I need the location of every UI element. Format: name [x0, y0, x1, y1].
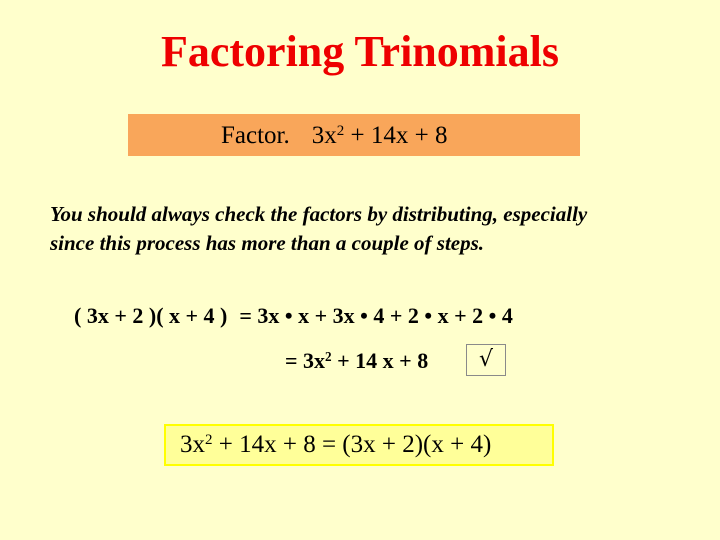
factored-product: ( 3x + 2 )( x + 4 )	[74, 303, 228, 328]
simplified-step	[285, 344, 428, 378]
factor-expression	[312, 122, 448, 149]
answer-exponent: 2	[205, 431, 213, 448]
answer-part: 3x	[180, 431, 205, 458]
answer-part: + 14x + 8 = (3x + 2)(x + 4)	[212, 431, 492, 458]
expr-part: 3x	[311, 122, 337, 149]
note-line: since this process has more than a couple of steps.	[50, 231, 485, 255]
expr-exponent: 2	[336, 122, 345, 139]
simplified-exponent: 2	[325, 348, 332, 364]
note-line: You should always check the factors by distributing, especially	[50, 202, 588, 226]
simplified-part: = 3x	[285, 348, 326, 373]
simplified-part: + 14 x + 8	[331, 348, 429, 373]
factor-label: Factor.	[221, 122, 290, 149]
distributed-terms: = 3x • x + 3x • 4 + 2 • x + 2 • 4	[239, 303, 513, 328]
distribution-step	[74, 299, 513, 333]
factor-prompt	[221, 116, 447, 156]
check-mark-icon: √	[466, 344, 506, 376]
expr-part: + 14x + 8	[344, 122, 448, 149]
instruction-note	[50, 200, 690, 258]
page-title: Factoring Trinomials	[160, 27, 560, 76]
final-answer	[180, 426, 491, 464]
